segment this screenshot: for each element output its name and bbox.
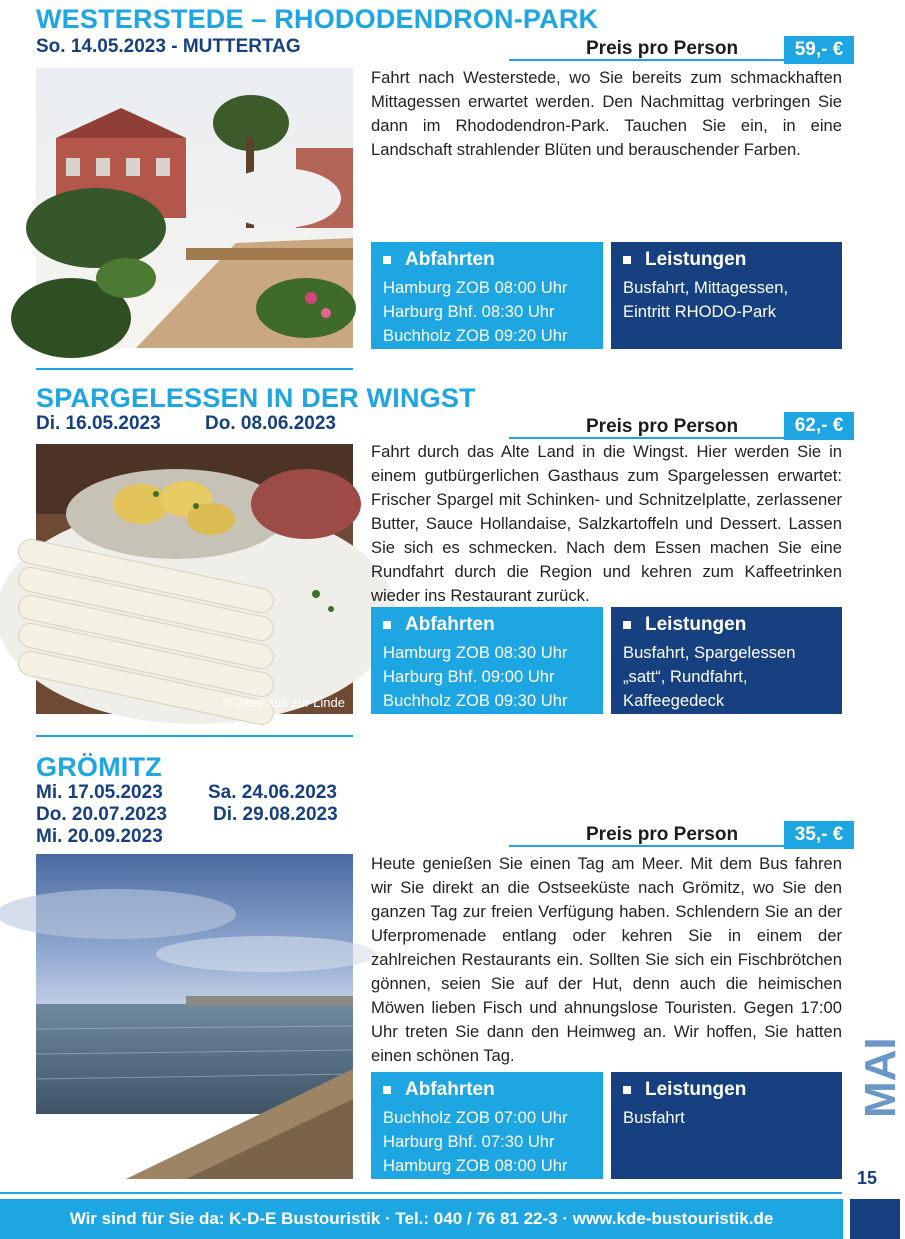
services-text: Busfahrt, Mittagessen, Eintritt RHODO-Park (623, 278, 789, 321)
trip-description: Fahrt nach Westerstede, wo Sie bereits zum schmackhaften Mittagessen erwartet werden. Den Nachmittag verbringen Sie dann im Rhododendron-Park. Tauchen Sie ein, in eine Landschaft strahlender Blüten und berauschender Farben. (371, 68, 842, 159)
trip-title: SPARGELESSEN IN DER WINGST (36, 383, 476, 413)
services-text: Busfahrt, Spargelessen „satt“, Rundfahrt, Kaffeegedeck (623, 643, 796, 710)
photo-baltic-beach (36, 854, 353, 1179)
beach-illustration (36, 854, 353, 1179)
services-box (611, 242, 842, 349)
photo-rhododendron-park (36, 68, 353, 348)
asparagus-illustration (36, 444, 353, 714)
photo-asparagus (36, 444, 353, 714)
trip-title: WESTERSTEDE – RHODODENDRON-PARK (36, 4, 599, 34)
departure-item: Buchholz ZOB 09:20 Uhr (383, 326, 568, 345)
services-title: Leistungen (645, 249, 747, 270)
bullet-square-icon (383, 1086, 391, 1094)
departure-item: Harburg Bhf. 07:30 Uhr (383, 1132, 555, 1151)
page-number: 15 (856, 1168, 878, 1188)
departures-title: Abfahrten (405, 1079, 495, 1100)
footer-corner-block (850, 1199, 900, 1239)
departure-item: Hamburg ZOB 08:00 Uhr (383, 278, 568, 297)
footer-contact-bar: Wir sind für Sie da: K-D-E Bustouristik · Tel.: 040 / 76 81 22-3 · www.kde-bustouristik.de (0, 1199, 843, 1239)
departure-item: Harburg Bhf. 08:30 Uhr (383, 302, 555, 321)
price-badge: 59,- € (784, 36, 854, 64)
services-title: Leistungen (645, 1079, 747, 1100)
park-illustration (36, 68, 353, 348)
photo-credit: ©Gasthaus zur Linde (222, 695, 345, 710)
trip-description: Heute genießen Sie einen Tag am Meer. Mit dem Bus fahren wir Sie direkt an die Ostseeküste nach Grömitz, wo Sie den ganzen Tag zur freien Verfügung haben. Schlendern Sie an der Uferpromenade entlang oder kehren Sie in einem der zahlreichen Restaurants ein. Sollten Sie sich ein Fischbrötchen gönnen, seien Sie auf der Hut, denn auch die heimischen Möwen lieben Fisch und ahnungslose Touristen. Gegen 17:00 Uhr treten Sie dann den Heimweg an. Wir hoffen, Sie hatten einen schönen Tag. (371, 854, 842, 1065)
price-label: Preis pro Person (586, 416, 739, 437)
price-label: Preis pro Person (586, 824, 739, 845)
departures-box (371, 242, 603, 349)
departure-item: Harburg Bhf. 09:00 Uhr (383, 667, 555, 686)
services-text: Busfahrt (623, 1108, 685, 1127)
departures-title: Abfahrten (405, 249, 495, 270)
trip-date: Do. 20.07.2023 (36, 804, 167, 825)
trip-date: So. 14.05.2023 - MUTTERTAG (36, 36, 301, 57)
price-badge: 62,- € (784, 412, 854, 440)
trip-date: Mi. 17.05.2023 (36, 782, 163, 803)
price-badge: 35,- € (784, 821, 854, 849)
departures-box (371, 607, 603, 714)
departure-item: Hamburg ZOB 08:30 Uhr (383, 643, 568, 662)
departures-box (371, 1072, 603, 1179)
departure-item: Buchholz ZOB 07:00 Uhr (383, 1108, 568, 1127)
price-label: Preis pro Person (586, 38, 739, 59)
section-divider (36, 735, 353, 737)
trip-date: Mi. 20.09.2023 (36, 826, 163, 847)
footer-divider (0, 1192, 842, 1194)
month-side-label: MAI (856, 1037, 905, 1118)
bullet-square-icon (623, 621, 631, 629)
bullet-square-icon (383, 621, 391, 629)
services-box (611, 607, 842, 714)
bullet-square-icon (383, 256, 391, 264)
trip-date: Do. 08.06.2023 (205, 413, 336, 434)
services-title: Leistungen (645, 614, 747, 635)
trip-date: Di. 29.08.2023 (213, 804, 338, 825)
departure-item: Hamburg ZOB 08:00 Uhr (383, 1156, 568, 1175)
trip-description: Fahrt durch das Alte Land in die Wingst. Hier werden Sie in einem gutbürgerlichen Gasthaus zum Spargelessen erwartet: Frischer Spargel mit Schinken- und Schnitzelplatte, zerlassener Butter, Sauce Hollandaise, Salzkartoffeln und Dessert. Lassen Sie sich es schmecken. Nach dem Essen machen Sie eine Rundfahrt durch die Region und kehren zum Kaffeetrinken wieder ins Restaurant zurück. (371, 442, 842, 605)
trip-date: Sa. 24.06.2023 (208, 782, 337, 803)
departures-title: Abfahrten (405, 614, 495, 635)
trip-title: GRÖMITZ (36, 752, 162, 782)
bullet-square-icon (623, 256, 631, 264)
bullet-square-icon (623, 1086, 631, 1094)
section-divider (36, 368, 353, 370)
departure-item: Buchholz ZOB 09:30 Uhr (383, 691, 568, 710)
trip-date: Di. 16.05.2023 (36, 413, 161, 434)
services-box (611, 1072, 842, 1179)
